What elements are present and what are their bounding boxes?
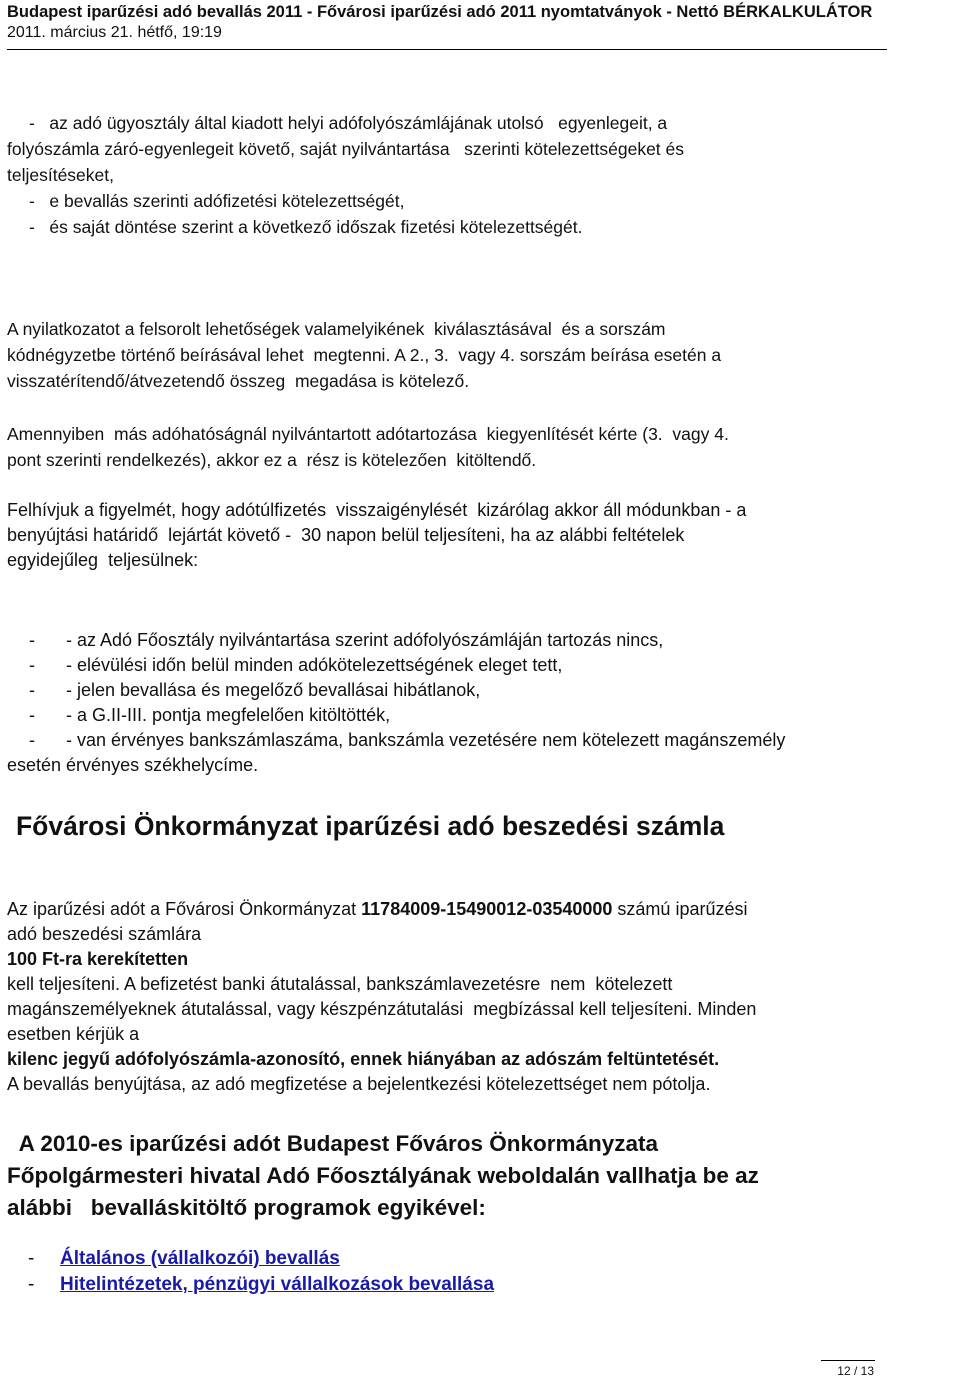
- refund-paragraph: [7, 498, 952, 573]
- list-item: - - jelen bevallása és megelőző bevallásai hibátlanok,: [29, 680, 481, 700]
- list-item: - e bevallás szerinti adófizetési kötelezettségét,: [29, 191, 405, 211]
- paragraph-line: Amennyiben más adóhatóságnál nyilvántartott adótartozása kiegyenlítését kérte (3. vagy 4.: [7, 424, 729, 444]
- list-item: teljesítéseket,: [7, 165, 114, 185]
- paragraph-line: A bevallás benyújtása, az adó megfizetése a bejelentkezési kötelezettséget nem pótolja.: [7, 1074, 711, 1094]
- declaration-paragraph: [7, 316, 952, 394]
- conditions-list: [7, 628, 952, 778]
- paragraph-line: Az iparűzési adót a Fővárosi Önkormányzat 11784009-15490012-03540000 számú iparűzési: [7, 899, 748, 919]
- paragraph-line: egyidejűleg teljesülnek:: [7, 550, 199, 570]
- list-item: - Hitelintézetek, pénzügyi vállalkozások bevallása: [28, 1272, 494, 1298]
- paragraph-line: visszatérítendő/átvezetendő összeg megadása is kötelező.: [7, 371, 470, 391]
- paragraph-line: pont szerinti rendelkezés), akkor ez a rész is kötelezően kitöltendő.: [7, 450, 537, 470]
- paragraph-line: A nyilatkozatot a felsorolt lehetőségek valamelyikének kiválasztásával és a sorszám: [7, 319, 666, 339]
- obligations-list: [7, 110, 952, 240]
- financial-institutions-return-link[interactable]: Hitelintézetek, pénzügyi vállalkozások bevallása: [60, 1274, 495, 1295]
- list-item-continuation: esetén érvényes székhelycíme.: [7, 755, 259, 775]
- general-return-link[interactable]: Általános (vállalkozói) bevallás: [60, 1248, 340, 1269]
- paragraph-line: kódnégyzetbe történő beírásával lehet megtenni. A 2., 3. vagy 4. sorszám beírása esetén a: [7, 345, 722, 365]
- list-item: - - az Adó Főosztály nyilvántartása szerint adófolyószámláján tartozás nincs,: [29, 630, 664, 650]
- identifier-note: kilenc jegyű adófolyószámla-azonosító, ennek hiányában az adószám feltüntetését.: [7, 1049, 720, 1069]
- list-item: - - van érvényes bankszámlaszáma, bankszámla vezetésére nem kötelezett magánszemély: [29, 730, 786, 750]
- list-item: - Általános (vállalkozói) bevallás: [28, 1246, 494, 1272]
- footer-divider: [821, 1360, 875, 1361]
- list-item: - és saját döntése szerint a következő időszak fizetési kötelezettségét.: [29, 217, 583, 237]
- list-item: - - elévülési időn belül minden adókötelezettségének eleget tett,: [29, 655, 563, 675]
- paragraph-line: kell teljesíteni. A befizetést banki átutalással, bankszámlavezetésre nem kötelezett: [7, 974, 673, 994]
- online-filing-heading: A 2010-es iparűzési adót Budapest Főváros Önkormányzata Főpolgármesteri hivatal Adó Főosztályának weboldalán vallhatja be az alábbi bevalláskitöltő programok egyikével:: [7, 1131, 759, 1220]
- paragraph-line: esetben kérjük a: [7, 1024, 140, 1044]
- list-item: folyószámla záró-egyenlegeit követő, saját nyilvántartása szerinti kötelezettségeket és: [7, 139, 685, 159]
- header-date: 2011. március 21. hétfő, 19:19: [7, 24, 222, 41]
- account-paragraph: [7, 897, 952, 1097]
- header-title: Budapest iparűzési adó bevallás 2011 - Fővárosi iparűzési adó 2011 nyomtatványok - Nettó BÉRKALKULÁTOR: [7, 3, 873, 21]
- paragraph-line: adó beszedési számlára: [7, 924, 202, 944]
- page-header: [7, 0, 960, 42]
- section-title: Fővárosi Önkormányzat iparűzési adó beszedési számla: [16, 811, 725, 841]
- list-item: - - a G.II-III. pontja megfelelően kitöltötték,: [29, 705, 391, 725]
- other-authority-paragraph: [7, 421, 952, 473]
- list-item: - az adó ügyosztály által kiadott helyi adófolyószámlájának utolsó egyenlegeit, a: [29, 113, 668, 133]
- paragraph-line: magánszemélyeknek átutalással, vagy készpénzátutalási megbízással kell teljesíteni. Minden: [7, 999, 757, 1019]
- paragraph-line: benyújtási határidő lejártát követő - 30 napon belül teljesíteni, ha az alábbi feltételek: [7, 525, 685, 545]
- rounding-note: 100 Ft-ra kerekítetten: [7, 949, 189, 969]
- account-number: 11784009-15490012-03540000: [361, 899, 613, 919]
- paragraph-line: Felhívjuk a figyelmét, hogy adótúlfizetés visszaigénylését kizárólag akkor áll módunkban - a: [7, 500, 747, 520]
- program-links: [28, 1246, 494, 1298]
- page-number: 12 / 13: [837, 1364, 874, 1378]
- header-divider: [7, 49, 887, 50]
